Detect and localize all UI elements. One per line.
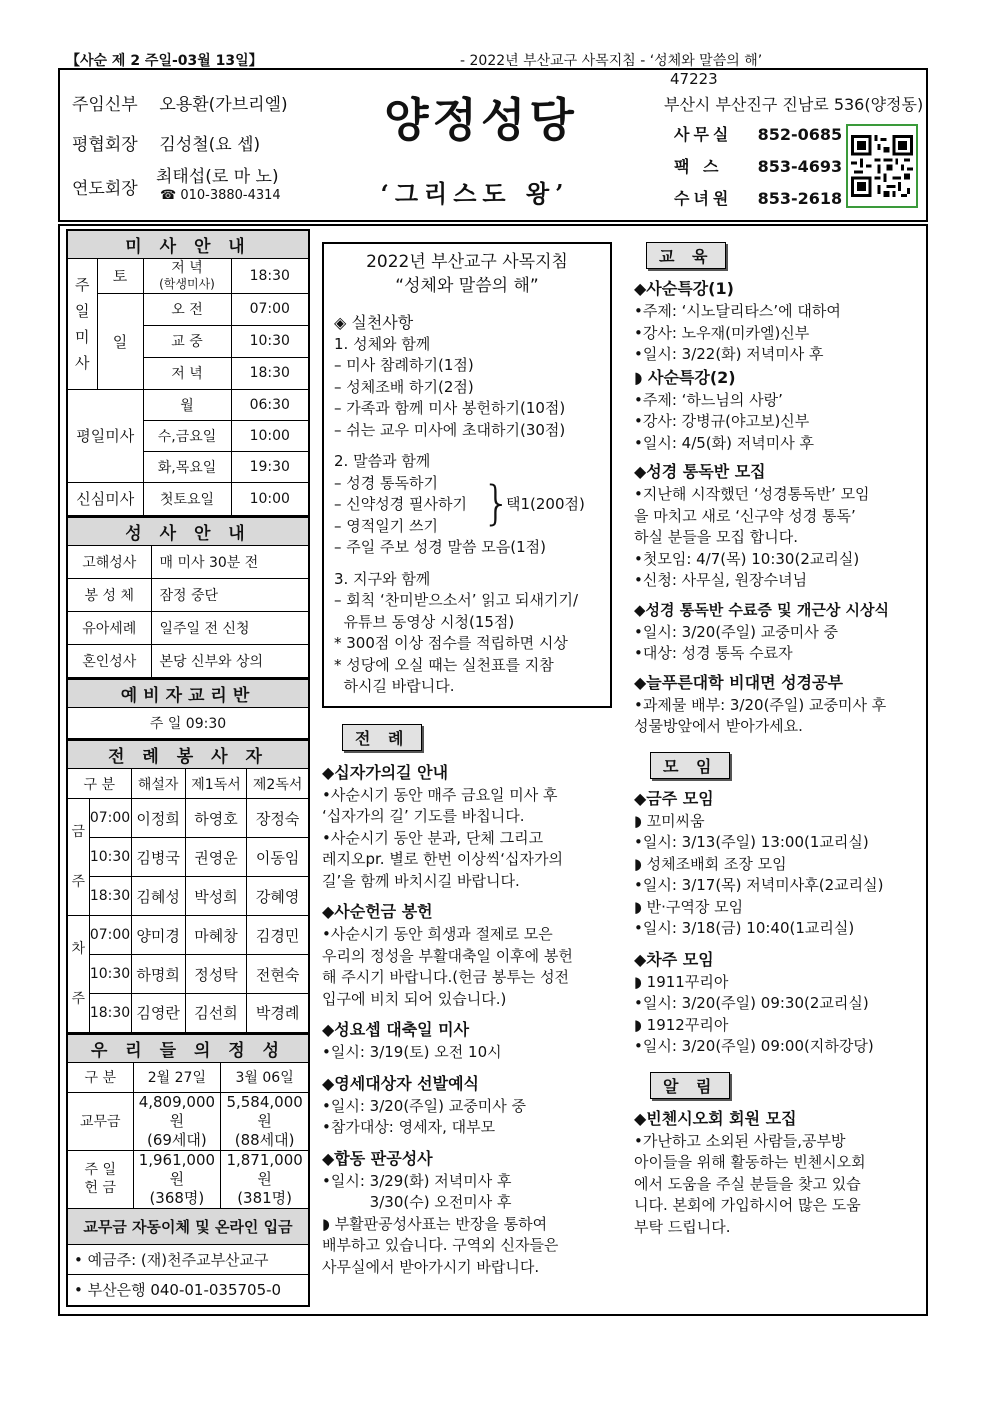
mass-time: 07:00	[231, 293, 309, 325]
count: (69세대)	[146, 1130, 207, 1149]
server-reader2: 박경례	[247, 994, 309, 1033]
notice-tag-wrap	[650, 1072, 920, 1099]
notice-tag: 알 림	[650, 1072, 730, 1099]
news-line: •일시: 4/5(화) 저녁미사 후	[634, 433, 814, 452]
guideline-section: 2. 말씀과 함께	[334, 452, 431, 470]
server-time: 10:30	[89, 955, 131, 994]
col-header: 구 분	[67, 1062, 133, 1092]
offering-type: 교무금	[67, 1092, 133, 1150]
education-tag: 교 육	[646, 242, 726, 269]
news-line: •일시: 3/20(주일) 09:00(지하강당)	[634, 1037, 874, 1055]
contact-fax	[674, 154, 842, 177]
news-line: ◗ 1911꾸리아	[634, 972, 729, 991]
col-header: 해설자	[131, 769, 185, 799]
contact-label: 팩 스	[674, 157, 723, 176]
news-heading: ◆합동 판공성사	[322, 1148, 433, 1168]
news-line: ◗ 반·구역장 모임	[634, 897, 744, 916]
staff-role: 주임신부	[72, 95, 138, 115]
staff-name: 오용환(가브리엘)	[159, 95, 288, 115]
news-line: 사무실에서 받아가시기 바랍니다.	[322, 1257, 540, 1276]
mass-name: 화,목요일	[143, 451, 231, 482]
guideline-item: – 신약성경 필사하기	[334, 495, 467, 513]
top-line	[60, 50, 928, 69]
news-line: •일시: 3/22(화) 저녁미사 후	[634, 345, 824, 363]
guideline-item: – 회칙 ‘찬미받으소서’ 읽고 되새기기/	[334, 591, 579, 609]
server-reader2: 전현숙	[247, 955, 309, 994]
contact-value: 852-0685	[757, 125, 843, 144]
guideline-item: – 쉬는 교우 미사에 초대하기(30점)	[334, 420, 566, 439]
liturgy-news	[322, 761, 612, 1279]
liturgy-tag: 전 례	[342, 724, 422, 751]
news-line: •주제: ‘시노달리타스’에 대하여	[634, 302, 841, 320]
news-heading: ◆성경 통독반 모집	[634, 462, 766, 481]
weekday-mass-label: 평일미사	[67, 389, 143, 482]
saturday-label: 토	[97, 258, 143, 293]
news-line: •지난해 시작했던 ‘성경통독반’ 모임	[634, 485, 870, 503]
news-line: ◗ 부활판공성사표는 반장을 통하여	[322, 1214, 548, 1233]
mass-name: 저 녁	[143, 357, 231, 389]
meetings-tag: 모 임	[650, 752, 730, 779]
mass-name: 월	[143, 389, 231, 420]
mass-name: 교 중	[143, 325, 231, 357]
count: (368명)	[149, 1188, 205, 1207]
guideline-title: 2022년 부산교구 사목지침	[366, 252, 568, 272]
staff-name: 김성철(요 셉)	[159, 135, 261, 155]
catechumen-table	[66, 679, 310, 741]
mass-name	[143, 258, 231, 293]
server-reader1: 마혜창	[185, 916, 247, 955]
amount: 1,871,000원	[226, 1150, 303, 1188]
offering-title: 우 리 들 의 정 성	[67, 1034, 309, 1062]
sacrament-title: 성 사 안 내	[67, 518, 309, 546]
news-line: •첫모임: 4/7(목) 10:30(2교리실)	[634, 549, 860, 568]
news-heading: ◆성경 통독반 수료증 및 개근상 시상식	[634, 600, 889, 619]
news-line: ◗ 성체조배회 조장 모임	[634, 854, 787, 873]
sacrament-info: 잠정 중단	[151, 579, 309, 612]
sacrament-info: 매 미사 30분 전	[151, 546, 309, 579]
server-commentator: 하명희	[131, 955, 185, 994]
catechumen-time: 주 일 09:30	[67, 707, 309, 739]
bank-account: • 부산은행 040-01-035705-0	[67, 1274, 309, 1306]
news-line: 에서 도움을 주실 분들을 찾고 있습	[634, 1174, 861, 1193]
news-line: •참가대상: 영세자, 대부모	[322, 1118, 496, 1136]
mass-name-text: 저 녁	[171, 259, 203, 276]
news-line: 배부하고 있습니다. 구역외 신자들은	[322, 1236, 559, 1254]
staff-name: 최태섭(로 마 노)	[156, 167, 279, 187]
amount: 4,809,000원	[138, 1092, 216, 1130]
news-line: 길’을 함께 바치시길 바랍니다.	[322, 871, 520, 890]
bulletin-header	[58, 68, 928, 222]
news-heading: ◆사순헌금 봉헌	[322, 902, 433, 921]
mass-time: 10:00	[231, 420, 309, 451]
right-column	[634, 242, 920, 1238]
sacrament-name: 봉 성 체	[67, 579, 151, 612]
notice-news	[634, 1107, 920, 1239]
server-commentator: 김영란	[131, 994, 185, 1033]
server-time: 18:30	[89, 994, 131, 1033]
news-line: •강사: 노우재(미카엘)신부	[634, 323, 810, 342]
server-reader2: 강혜영	[247, 877, 309, 916]
mass-table	[66, 229, 310, 517]
server-reader1: 권영운	[185, 838, 247, 877]
choice-note: 택1(200점)	[506, 494, 585, 513]
news-line: 하실 분들을 모집 합니다.	[634, 528, 798, 546]
amount: 5,584,000원	[226, 1092, 303, 1130]
news-line: 입구에 비치 되어 있습니다.)	[322, 989, 507, 1008]
contact-office	[674, 122, 842, 145]
address: 부산시 부산진구 진남로 536(양정동)	[664, 95, 924, 114]
offering-amount	[221, 1092, 309, 1150]
news-line: •사순시기 동안 희생과 절제로 모은	[322, 925, 553, 943]
news-heading: ◆사순특강(1)	[634, 279, 734, 298]
issue-date: 【사순 제 2 주일-03월 13일】	[66, 53, 263, 69]
server-time: 18:30	[89, 877, 131, 916]
guideline-item: – 성체조배 하기(2점)	[334, 377, 474, 396]
next-week-label: 차 주	[67, 916, 89, 1033]
staff-role: 평협회장	[72, 135, 138, 155]
guideline-item: – 가족과 함께 미사 봉헌하기(10점)	[334, 399, 566, 417]
postcode: 47223	[670, 70, 718, 88]
col-header: 3월 06일	[221, 1062, 309, 1092]
practice-heading: ◈ 실천사항	[334, 313, 414, 332]
sacrament-table	[66, 517, 310, 679]
news-line: •대상: 성경 통독 수료자	[634, 644, 793, 662]
news-heading: ◆빈첸시오회 회원 모집	[634, 1108, 797, 1128]
news-line: 부탁 드립니다.	[634, 1217, 731, 1236]
staff-pastor	[72, 90, 288, 115]
contact-value: 853-4693	[757, 157, 843, 176]
news-line: 우리의 정성을 부활대축일 이후에 봉헌	[322, 946, 573, 965]
mass-name-sub: (학생미사)	[159, 276, 215, 291]
contact-label: 수녀원	[674, 189, 733, 208]
offering-amount	[133, 1092, 221, 1150]
news-line: •사순시기 동안 분과, 단체 그리고	[322, 828, 544, 847]
sunday-mass-label: 주 일 미 사	[67, 258, 97, 389]
server-reader1: 정성탁	[185, 955, 247, 994]
guideline-subtitle: “성체와 말씀의 해”	[395, 276, 539, 296]
left-column	[66, 229, 310, 1307]
liturgy-servers-title: 전 례 봉 사 자	[67, 741, 309, 769]
guideline-item: – 미사 참례하기(1점)	[334, 356, 474, 374]
server-commentator: 이정희	[131, 799, 185, 838]
catechumen-title: 예비자교리반	[67, 679, 309, 707]
staff-funeral	[72, 174, 154, 199]
server-reader2: 김경민	[247, 916, 309, 955]
mass-time: 19:30	[231, 451, 309, 482]
guideline-list	[334, 590, 600, 698]
count: (88세대)	[234, 1130, 295, 1149]
server-commentator: 김혜성	[131, 877, 185, 916]
qr-code-icon	[851, 129, 913, 203]
liturgy-servers-table	[66, 740, 310, 1034]
news-line: •사순시기 동안 매주 금요일 미사 후	[322, 785, 558, 804]
mass-time: 10:00	[231, 482, 309, 516]
mass-time: 06:30	[231, 389, 309, 420]
server-time: 07:00	[89, 916, 131, 955]
news-heading: ◆영세대상자 선발예식	[322, 1073, 479, 1093]
parish-subtitle: ‘그리스도 왕’	[380, 179, 570, 208]
count: (381명)	[237, 1188, 293, 1207]
brace-icon: }	[482, 475, 512, 530]
offering-type: 주 일 헌 금	[67, 1150, 133, 1208]
server-reader2: 이동임	[247, 838, 309, 877]
news-line: •일시: 3/17(목) 저녁미사후(2교리실)	[634, 876, 884, 894]
sacrament-info: 일주일 전 신청	[151, 612, 309, 645]
meetings-tag-wrap	[650, 752, 920, 779]
server-time: 10:30	[89, 838, 131, 877]
news-line: 해 주시기 바랍니다.(헌금 봉투는 성전	[322, 968, 570, 986]
auto-transfer-title: 교무금 자동이체 및 온라인 입금	[67, 1208, 309, 1244]
guideline-item: 유튜브 동영상 시청(15점)	[334, 612, 515, 631]
server-commentator: 김병국	[131, 838, 185, 877]
news-line: 을 마치고 새로 ‘신구약 성경 통독’	[634, 506, 856, 525]
sunday-label: 일	[97, 293, 143, 389]
news-line: 아이들을 위해 활동하는 빈첸시오회	[634, 1153, 866, 1171]
contact-value: 853-2618	[757, 189, 843, 208]
sacrament-info: 본당 신부와 상의	[151, 645, 309, 678]
mass-name: 오 전	[143, 293, 231, 325]
server-reader1: 하영호	[185, 799, 247, 838]
guideline-list	[334, 473, 600, 559]
news-line: 3/30(수) 오전미사 후	[322, 1193, 512, 1211]
staff-phone: ☎ 010-3880-4314	[160, 188, 281, 203]
account-holder: • 예금주: (재)천주교부산교구	[67, 1244, 309, 1274]
guideline-section: 3. 지구와 함께	[334, 569, 431, 588]
meetings-news	[634, 787, 920, 1058]
col-header: 제1독서	[185, 769, 247, 799]
server-time: 07:00	[89, 799, 131, 838]
guideline-section: 1. 성체와 함께	[334, 334, 431, 353]
mass-name: 첫토요일	[143, 482, 231, 516]
mass-time: 18:30	[231, 258, 309, 293]
this-week-label: 금 주	[67, 799, 89, 916]
guideline-item: – 영적일기 쓰기	[334, 516, 438, 535]
guideline-item: * 성당에 오실 때는 실천표를 지참	[334, 655, 554, 674]
news-line: ◗ 꼬미씨움	[634, 811, 705, 830]
amount: 1,961,000원	[138, 1150, 216, 1188]
education-tag-wrap	[646, 242, 920, 269]
offering-amount	[133, 1150, 221, 1208]
news-line: 성물방앞에서 받아가세요.	[634, 717, 803, 735]
col-header: 구 분	[67, 769, 131, 799]
devotion-mass-label: 신심미사	[67, 482, 143, 516]
news-line: ◗ 1912꾸리아	[634, 1015, 729, 1034]
server-reader2: 장정숙	[247, 799, 309, 838]
news-line: •신청: 사무실, 원장수녀님	[634, 571, 808, 589]
col-header: 2월 27일	[133, 1062, 221, 1092]
offering-table	[66, 1034, 310, 1308]
offering-amount	[221, 1150, 309, 1208]
qr-code[interactable]	[846, 124, 918, 208]
education-news	[634, 277, 920, 738]
mass-time: 18:30	[231, 357, 309, 389]
staff-council	[72, 130, 260, 155]
mass-time: 10:30	[231, 325, 309, 357]
news-line: •강사: 강병규(야고보)신부	[634, 412, 810, 430]
guideline-item: – 성경 통독하기	[334, 473, 438, 492]
guideline-item: 하시길 바랍니다.	[334, 677, 455, 695]
server-reader1: 김선희	[185, 994, 247, 1033]
news-heading: ◆늘푸른대학 비대면 성경공부	[634, 672, 843, 692]
server-commentator: 양미경	[131, 916, 185, 955]
contact-convent	[674, 186, 842, 209]
mass-title: 미 사 안 내	[67, 230, 309, 258]
contact-label: 사무실	[674, 125, 733, 144]
news-line: 니다. 본회에 가입하시어 많은 도움	[634, 1196, 861, 1214]
news-line: •일시: 3/20(주일) 교중미사 중	[322, 1096, 527, 1115]
news-line: •일시: 3/20(주일) 09:30(2교리실)	[634, 994, 869, 1012]
staff-role: 연도회장	[72, 179, 138, 199]
news-line: •과제물 배부: 3/20(주일) 교중미사 후	[634, 695, 887, 714]
news-line: •일시: 3/19(토) 오전 10시	[322, 1043, 502, 1061]
news-line: •일시: 3/20(주일) 교중미사 중	[634, 622, 839, 641]
sacrament-name: 유아세례	[67, 612, 151, 645]
col-header: 제2독서	[247, 769, 309, 799]
news-line: •일시: 3/18(금) 10:40(1교리실)	[634, 919, 855, 937]
sacrament-name: 고해성사	[67, 546, 151, 579]
news-line: •가난하고 소외된 사람들,공부방	[634, 1131, 846, 1150]
parish-title: 양정성당	[384, 93, 578, 147]
news-heading: ◗ 사순특강(2)	[634, 367, 736, 387]
middle-column	[322, 242, 612, 1278]
news-line: 레지오pr. 별로 한번 이상씩‘십자가의	[322, 850, 564, 868]
sacrament-name: 혼인성사	[67, 645, 151, 678]
guideline-list	[334, 355, 600, 441]
news-heading: ◆차주 모임	[634, 949, 714, 969]
news-line: •일시: 3/13(주일) 13:00(1교리실)	[634, 833, 869, 851]
pastoral-guideline-box	[322, 242, 612, 708]
news-heading: ◆십자가의길 안내	[322, 762, 449, 782]
server-reader1: 박성희	[185, 877, 247, 916]
guideline-item: – 주일 주보 성경 말씀 모음(1점)	[334, 538, 546, 556]
mass-name: 수,금요일	[143, 420, 231, 451]
diocese-motto: - 2022년 부산교구 사목지침 - ‘성체와 말씀의 해’	[460, 53, 763, 69]
news-heading: ◆성요셉 대축일 미사	[322, 1020, 470, 1039]
news-line: •주제: ‘하느님의 사랑’	[634, 390, 783, 409]
news-heading: ◆금주 모임	[634, 788, 714, 808]
guideline-item: * 300점 이상 점수를 적립하면 시상	[334, 634, 568, 652]
news-line: •일시: 3/29(화) 저녁미사 후	[322, 1171, 512, 1190]
liturgy-tag-wrap	[342, 724, 612, 751]
news-line: ‘십자가의 길’ 기도를 바칩니다.	[322, 807, 525, 825]
